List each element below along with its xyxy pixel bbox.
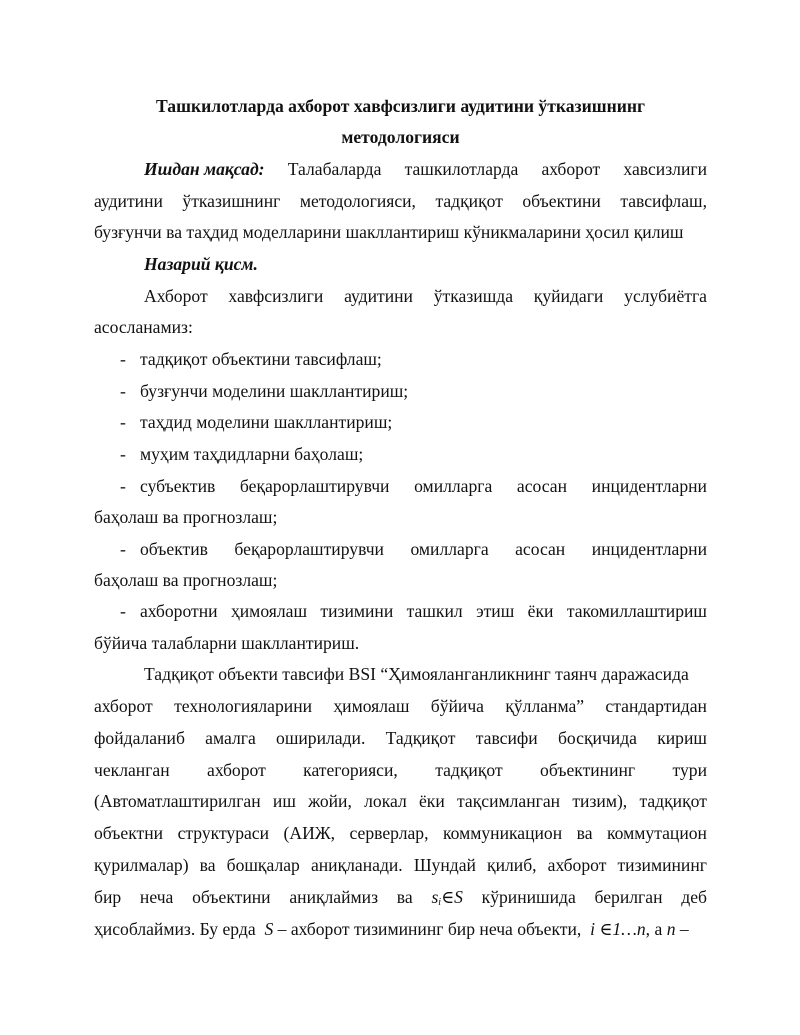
formula-range: 1…n (612, 919, 646, 939)
body-line-1: Тадқиқот объекти тавсифи BSI “Ҳимояланганликнинг таянч даражасида (144, 664, 689, 684)
goal-label: Ишдан мақсад: (144, 159, 265, 179)
body-line-3: фойдаланиб амалга оширилади. Тадқиқот тавсифи босқичида кириш (94, 728, 707, 748)
list-dash: - (120, 349, 126, 369)
body-line-8: бир неча объектини аниқлаймиз ва $s_i\in S$ кўринишида берилган деб (94, 886, 707, 914)
document-title-line-2: методологияси (341, 127, 460, 147)
list-item-continuation: бўйича талабларни шакллантириш. (94, 633, 360, 653)
body-line-4: чекланган ахборот категорияси, тадқиқот объектининг тури (94, 760, 707, 780)
list-item: объектив беқарорлаштирувчи омилларга асосан инцидентларни (140, 539, 707, 559)
list-dash: - (120, 412, 126, 432)
list-item: ахборотни ҳимоялаш тизимини ташкил этиш ёки такомиллаштириш (140, 601, 707, 621)
list-dash: - (120, 476, 126, 496)
theory-heading: Назарий қисм. (144, 254, 258, 274)
list-dash: - (120, 539, 126, 559)
goal-line-3: бузғунчи ва таҳдид моделларини шакллантириш кўникмаларини ҳосил қилиш (94, 222, 684, 242)
goal-line-1: Ишдан мақсад: Талабаларда ташкилотларда ахборот хавсизлиги (144, 159, 707, 179)
body-line-5: (Автоматлаштирилган иш жойи, локал ёки тақсимланган тизим), тадқиқот (94, 791, 707, 811)
goal-line-2: аудитини ўтказишнинг методологияси, тадқиқот объектини тавсифлаш, (94, 191, 707, 211)
list-item-continuation: баҳолаш ва прогнозлаш; (94, 570, 278, 590)
list-item: тадқиқот объектини тавсифлаш; (140, 349, 382, 369)
document-title-line-1: Ташкилотларда ахборот хавфсизлиги аудитини ўтказишнинг (156, 96, 645, 116)
list-item-continuation: баҳолаш ва прогнозлаш; (94, 507, 278, 527)
formula-symbol: i (590, 919, 595, 939)
body-line-2: ахборот технологияларини ҳимоялаш бўйича қўлланма” стандартидан (94, 696, 707, 716)
list-item: таҳдид моделини шакллантириш; (140, 412, 393, 432)
body-line-6: объектни структураси (АИЖ, серверлар, коммуникацион ва коммутацион (94, 823, 707, 843)
list-item: муҳим таҳдидларни баҳолаш; (140, 444, 364, 464)
list-dash: - (120, 601, 126, 621)
formula-symbol: S (264, 919, 274, 939)
theory-line-1: Ахборот хавфсизлиги аудитини ўтказишда қуйидаги услубиётга (144, 286, 707, 306)
list-item: субъектив беқарорлаштирувчи омилларга асосан инцидентларни (140, 476, 707, 496)
list-dash: - (120, 444, 126, 464)
theory-line-2: асосланамиз: (94, 317, 193, 337)
set-membership-formula: $s_i\in S$ (431, 887, 463, 908)
body-line-7: қурилмалар) ва бошқалар аниқланади. Шундай қилиб, ахборот тизимининг (94, 855, 707, 875)
list-item: бузғунчи моделини шакллантириш; (140, 381, 409, 401)
formula-symbol: n (666, 919, 676, 939)
body-line-9: ҳисоблаймиз. Бу ерда S – ахборот тизимининг бир неча объекти, i ∈1…n, а n – (94, 919, 689, 939)
list-dash: - (120, 381, 126, 401)
